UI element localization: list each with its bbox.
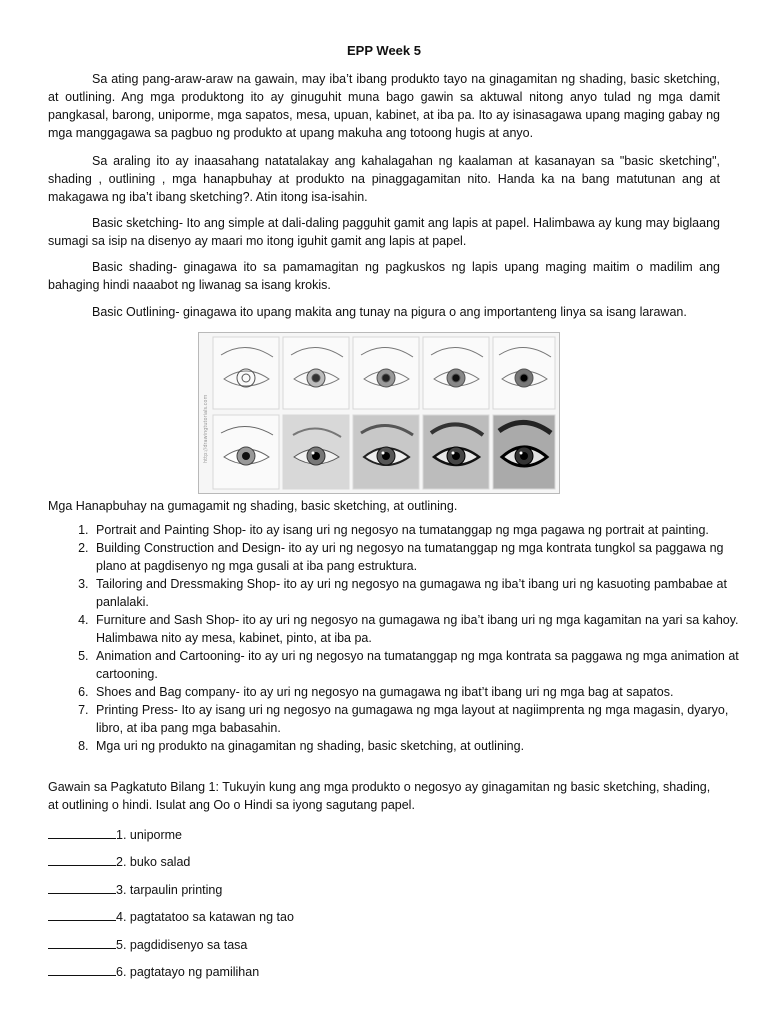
activity-item — [48, 880, 222, 899]
answer-blank[interactable] — [48, 880, 116, 894]
basic-outlining-paragraph: Basic Outlining- ginagawa ito upang makita ang tunay na pigura o ang importanteng linya sa isang larawan. — [92, 305, 687, 319]
basic-shading-paragraph: Basic shading- ginagawa ito sa pamamagitan ng pagkuskos ng lapis upang maging maitim o madilim ang bahaging hindi naaabot ng liwanag sa isang krokis. — [48, 260, 720, 292]
eye-drawing-illustration — [199, 333, 559, 493]
answer-blank[interactable] — [48, 825, 116, 839]
answer-blank[interactable] — [48, 852, 116, 866]
list-item: 3. Tailoring and Dressmaking Shop- ito ay uri ng negosyo na gumagawa ng iba’t ibang uri ng kasuoting pambabae at panlalaki. — [92, 575, 752, 611]
list-item: 5. Animation and Cartooning- ito ay uri ng negosyo na tumatanggap ng mga kontrata sa paggawa ng mga animation at cartooning. — [92, 647, 752, 683]
basic-sketching-paragraph: Basic sketching- Ito ang simple at dali-daling pagguhit gamit ang lapis at papel. Halimbawa ay kung may biglaang sumagi sa isip na disenyo ay maari mo itong iguhit gamit ang lapis at papel. — [48, 216, 720, 248]
jobs-list — [48, 521, 752, 755]
intro-paragraph: Sa ating pang-araw-araw na gawain, may iba’t ibang produkto tayo na ginagamitan ng shading, basic sketching, at outlining. Ang mga produktong ito ay ginuguhit muna bago gawin sa aktuwal nitong anyo tulad ng mga damit pangkasal, barong, uniporme, mga sapatos, mesa, upuan, kabinet, at iba pa. Ito ay isinasagawa upang maging gabay ng mga manggagawa sa pagbuo ng produkto at upang makuha ang totoong hugis at anyo. — [48, 72, 720, 140]
activity-item — [48, 825, 182, 844]
list-item: 2. Building Construction and Design- ito ay uri ng negosyo na tumatanggap ng mga kontrata tungkol sa paggawa ng plano at pagdisenyo ng mga gusali at iba pang estruktura. — [92, 539, 752, 575]
lesson-paragraph: Sa araling ito ay inaasahang natatalakay ang kahalagahan ng kaalaman at kasanayan sa "basic sketching", shading , outlining , mga hanapbuhay at produkto na pinaggagamitan nito. Handa ka na bang matutunan ang at makagawa ng iba’t ibang sketching?. Atin itong isa-isahin. — [48, 154, 720, 204]
activity-item-label: 3. tarpaulin printing — [116, 883, 223, 897]
activity-item-label: 1. uniporme — [116, 828, 183, 842]
list-item: 8. Mga uri ng produkto na ginagamitan ng shading, basic sketching, at outlining. — [92, 737, 752, 755]
activity-item-label: 2. buko salad — [116, 855, 191, 869]
activity-item — [48, 962, 259, 981]
list-item: 6. Shoes and Bag company- ito ay uri ng negosyo na gumagawa ng ibat’t ibang uri ng mga bag at sapatos. — [92, 683, 752, 701]
activity-item — [48, 935, 247, 954]
figure-watermark: http://drawingtutorials.com — [203, 394, 209, 463]
activity-item-label: 4. pagtatatoo sa katawan ng tao — [116, 910, 294, 924]
activity-item-label: 5. pagdidisenyo sa tasa — [116, 938, 248, 952]
list-item: 4. Furniture and Sash Shop- ito ay uri ng negosyo na gumagawa ng iba’t ibang uri ng mga kagamitan na yari sa kahoy. Halimbawa nito ay mesa, kabinet, pinto, at iba pa. — [92, 611, 752, 647]
list-item: 1. Portrait and Painting Shop- ito ay isang uri ng negosyo na tumatanggap ng mga pagawa ng portrait at painting. — [92, 521, 752, 539]
activity-instructions: Gawain sa Pagkatuto Bilang 1: Tukuyin kung ang mga produkto o negosyo ay ginagamitan ng basic sketching, shading, at outlining o hindi. Isulat ang Oo o Hindi sa iyong sagutang papel. — [48, 780, 711, 812]
jobs-heading: Mga Hanapbuhay na gumagamit ng shading, basic sketching, at outlining. — [48, 499, 458, 513]
answer-blank[interactable] — [48, 935, 116, 949]
eye-drawing-figure — [198, 332, 560, 494]
activity-item — [48, 852, 190, 871]
answer-blank[interactable] — [48, 907, 116, 921]
page-title: EPP Week 5 — [347, 43, 421, 58]
activity-item-label: 6. pagtatayo ng pamilihan — [116, 965, 260, 979]
activity-item — [48, 907, 294, 926]
list-item: 7. Printing Press- Ito ay isang uri ng negosyo na gumagawa ng mga layout at nagiimprenta ng mga magasin, dyaryo, libro, at iba pang mga babasahin. — [92, 701, 752, 737]
answer-blank[interactable] — [48, 962, 116, 976]
